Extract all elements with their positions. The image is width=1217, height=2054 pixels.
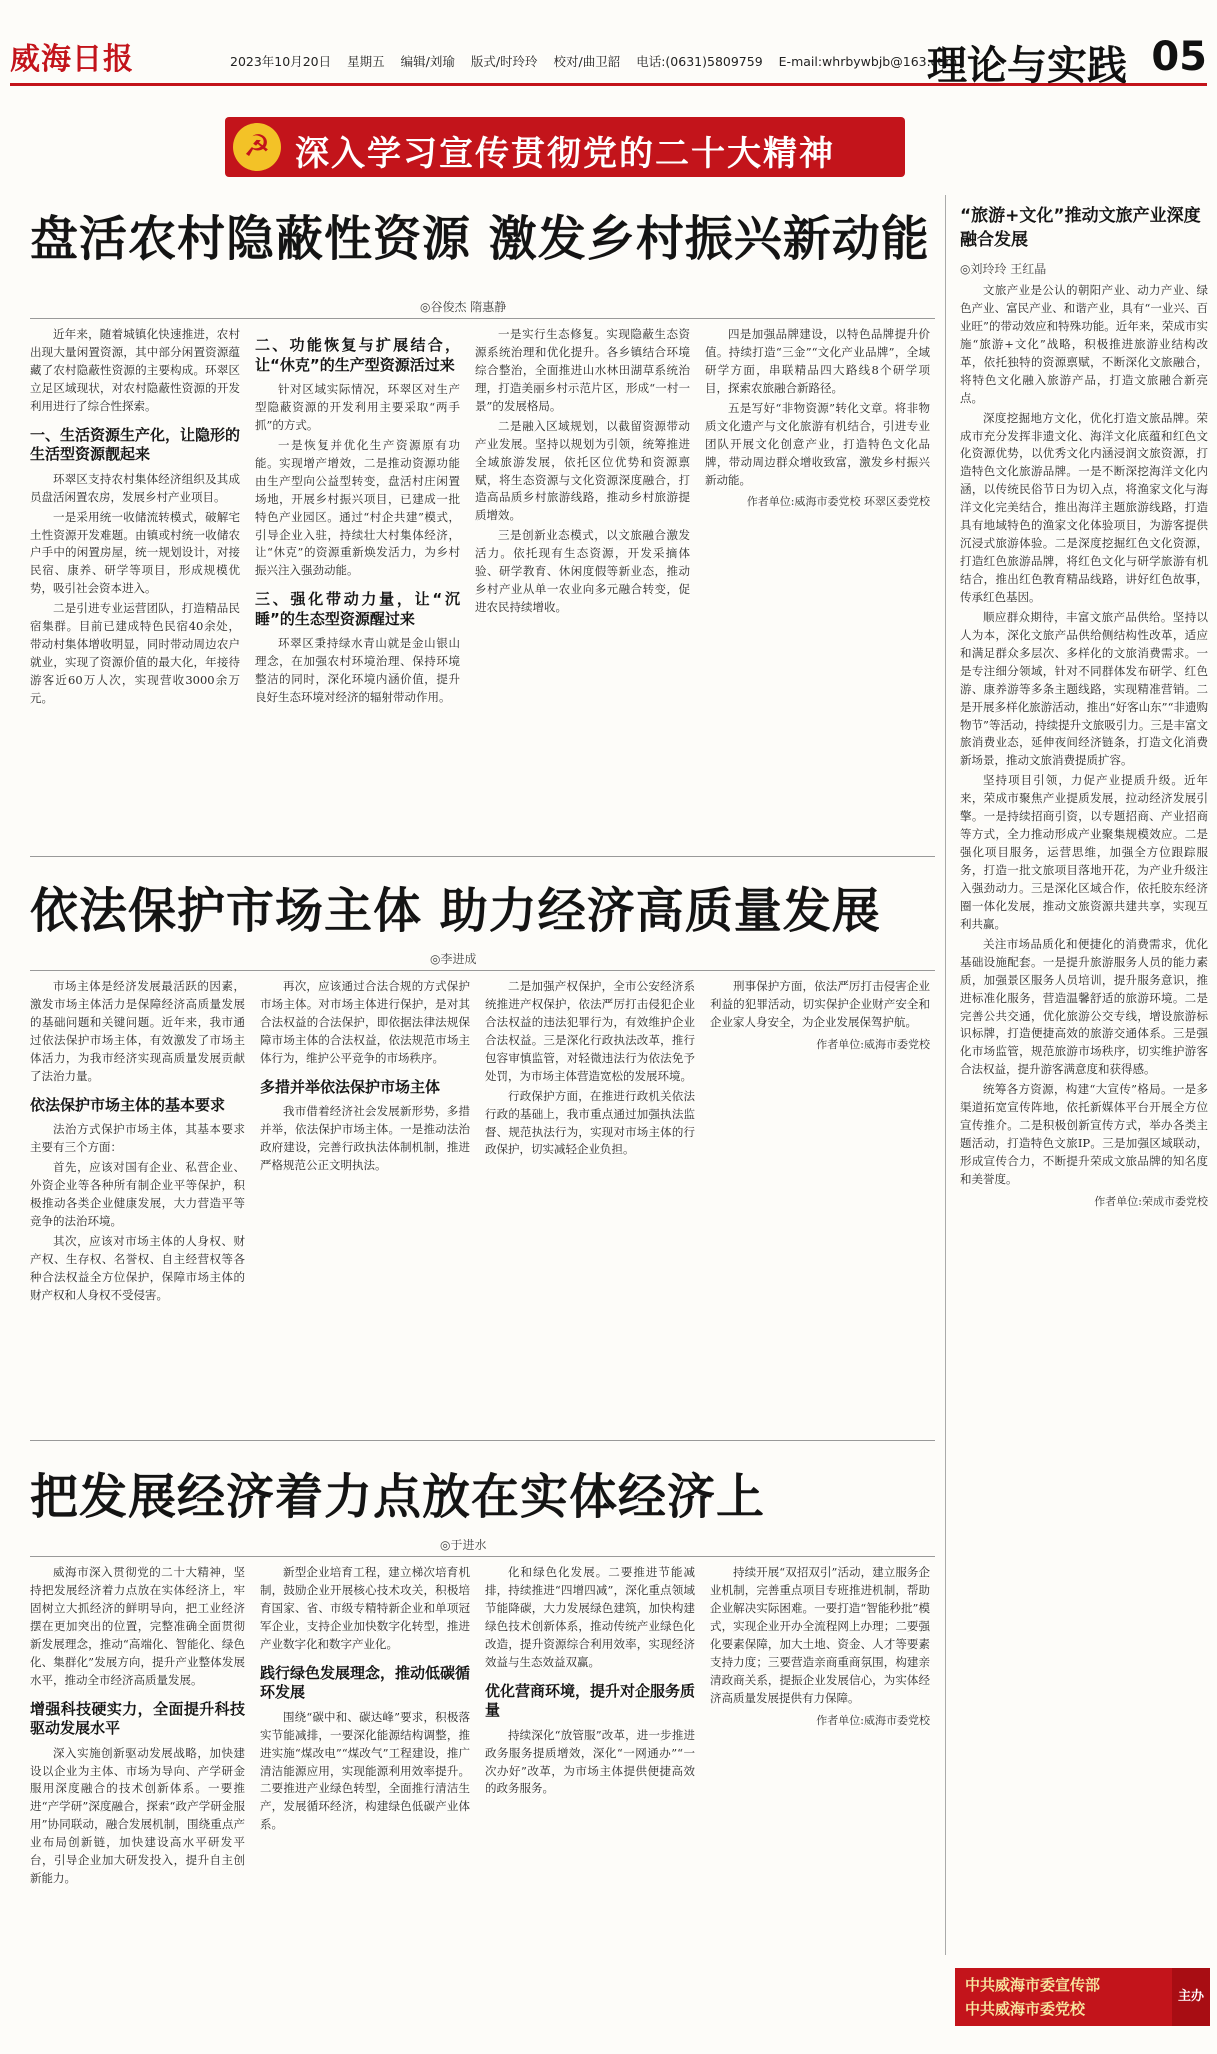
- paragraph: 行政保护方面，在推进行政机关依法行政的基础上，我市重点通过加强执法监督、规范执法行为，实现对市场主体的行政保护，切实减轻企业负担。: [485, 1088, 695, 1157]
- article2-title: 依法保护市场主体 助力经济高质量发展: [30, 883, 881, 939]
- paragraph: 环翠区支持农村集体经济组织及其成员盘活闲置农房，发展乡村产业项目。: [30, 471, 240, 504]
- subheading: 二、功能恢复与扩展结合，让“休克”的生产型资源活过来: [255, 336, 460, 374]
- paragraph: 一是恢复并优化生产资源原有功能。实现增产增效，二是推动资源功能由生产型向公益型转变，盘活村庄闲置场地，开展乡村振兴项目，已建成一批特色产业园区。通过“村企共建”模式，引导企业入驻，持续壮大村集体经济，让“休克”的资源重新焕发活力，为乡村振兴注入强劲动能。: [255, 437, 460, 578]
- article3-title: 把发展经济着力点放在实体经济上: [30, 1469, 766, 1525]
- paragraph: 统筹各方资源，构建“大宣传”格局。一是多渠道拓宽宣传阵地，依托新媒体平台开展全方位宣传推介。二是积极创新宣传方式，举办各类主题活动，打造特色文旅IP。三是加强区域联动，形成宣传合力，不断提升荣成文旅品牌的知名度和美誉度。: [960, 1082, 1208, 1186]
- paragraph: 再次，应该通过合法合规的方式保护市场主体。对市场主体进行保护，是对其合法权益的合法保护，即依据法律法规保障市场主体的合法权益，依法规范市场主体行为，维护公平竞争的市场秩序。: [260, 979, 470, 1065]
- article3-column-1: [30, 1564, 245, 2034]
- article2-column-2: [260, 978, 470, 1428]
- subheading: 三、强化带动力量，让“沉睡”的生态型资源醒过来: [255, 590, 460, 628]
- divider: [30, 1440, 935, 1441]
- paragraph: 持续深化“放管服”改革，进一步推进政务服务提质增效，深化“一网通办”“一次办好”改革，为市场主体提供便捷高效的政务服务。: [485, 1727, 695, 1796]
- paragraph: 顺应群众期待，丰富文旅产品供给。坚持以人为本，深化文旅产品供给侧结构性改革，适应和满足群众多层次、多样化的文旅消费需求。一是专注细分领域，针对不同群体发布研学、红色游、康养游等多条主题线路，实现精准营销。二是开展多样化旅游活动，推出“好客山东”“非遗购物节”等活动，持续提升文旅吸引力。三是丰富文旅消费业态，延伸夜间经济链条，打造文化消费新场景，推动文旅消费提质扩容。: [960, 609, 1208, 768]
- subheading: 优化营商环境，提升对企服务质量: [485, 1681, 695, 1720]
- issue-date: 2023年10月20日: [230, 54, 332, 69]
- divider: [30, 318, 935, 319]
- divider: [30, 970, 935, 971]
- paragraph: 深入实施创新驱动发展战略，加快建设以企业为主体、市场为导向、产学研金服用深度融合的技术创新体系。一要推进“产学研”深度融合，探索“政产学研金服用”协同联动，融合发展机制，围绕重点产业布局创新链，加快建设高水平研发平台，引导企业加大研发投入，提升自主创新能力。: [30, 1745, 245, 1886]
- paragraph: 四是加强品牌建设，以特色品牌提升价值。持续打造“三金”“文化产业品牌”，全域研学方面，串联精品四大路线8个研学项目，探索农旅融合新路径。: [705, 327, 930, 395]
- divider: [30, 856, 935, 857]
- issue-meta: [230, 52, 969, 70]
- paragraph: 针对区域实际情况，环翠区对生产型隐蔽资源的开发利用主要采取“两手抓”的方式。: [255, 382, 460, 432]
- paragraph: 我市借着经济社会发展新形势，多措并举，依法保护市场主体。一是推动法治政府建设，完善行政执法体制机制，推进严格规范公正文明执法。: [260, 1104, 470, 1172]
- article3-byline: ◎于进水: [440, 1538, 487, 1552]
- article2-column-4: [710, 978, 930, 1428]
- contact-phone: 电话:(0631)5809759: [636, 54, 763, 69]
- paragraph: 市场主体是经济发展最活跃的因素，激发市场主体活力是保障经济高质量发展的基础问题和关键问题。近年来，我市通过依法保护市场主体，有效激发了市场主体活力，为我市经济实现高质量发展贡献了法治力量。: [30, 979, 245, 1083]
- layout-credit: 版式/时玲玲: [470, 54, 538, 69]
- theme-banner: [225, 117, 905, 177]
- sponsor-line-2: 中共威海市委党校: [965, 2000, 1086, 2018]
- newspaper-logo: 威海日报: [10, 42, 134, 77]
- host-label: 主办: [1172, 1968, 1210, 2026]
- paragraph: 坚持项目引领，力促产业提质升级。近年来，荣成市聚焦产业提质发展，拉动经济发展引擎。一是持续招商引资，以专题招商、产业招商等方式，全力推动形成产业聚集规模效应。二是强化项目服务，运营思维，加强全方位跟踪服务，打造一批文旅项目落地开花，为产业升级注入强劲动力。三是深化区域合作，依托胶东经济圈一体化发展，推动文旅资源共建共享，实现互利共赢。: [960, 773, 1208, 931]
- article1-title: 盘活农村隐蔽性资源 激发乡村振兴新动能: [30, 211, 930, 267]
- section-title: 理论与实践: [927, 43, 1127, 89]
- paragraph: 深度挖掘地方文化，优化打造文旅品牌。荣成市充分发挥非遗文化、海洋文化底蕴和红色文化资源优势，以优秀文化内涵浸润文旅资源，打造特色文化旅游品牌。一是不断深挖海洋文化内涵，以传统民俗节日为切入点，将渔家文化与海洋文化完美结合，推出海洋主题旅游线路，打造具有地域特色的渔家文化体验项目，为游客提供沉浸式旅游体验。二是深度挖掘红色文化资源，打造红色旅游品牌，将红色文化与研学旅游有机结合，推出红色教育精品线路，讲好红色故事，传承红色基因。: [960, 410, 1208, 604]
- paragraph: 围绕“碳中和、碳达峰”要求，积极落实节能减排，一要深化能源结构调整，推进实施“煤改电”“煤改气”工程建设，推广清洁能源应用，实现能源利用效率提升。二要推进产业绿色转型，全面推行清洁生产，发展循环经济，构建绿色低碳产业体系。: [260, 1709, 470, 1832]
- proof-credit: 校对/曲卫韶: [553, 54, 621, 69]
- paragraph: 威海市深入贯彻党的二十大精神，坚持把发展经济着力点放在实体经济上，牢固树立大抓经济的鲜明导向，把工业经济摆在更加突出的位置，完整准确全面贯彻新发展理念，推动“高端化、智能化、绿色化、集群化”发展方向，提升产业整体发展水平，推动全市经济高质量发展。: [30, 1565, 245, 1687]
- paragraph: 首先，应该对国有企业、私营企业、外资企业等各种所有制企业平等保护，积极推动各类企业健康发展，大力营造平等竞争的法治环境。: [30, 1160, 245, 1228]
- article3-column-2: [260, 1564, 470, 2034]
- paragraph: 五是写好“非物资源”转化文章。将非物质文化遗产与文化旅游有机结合，引进专业团队开展文化创意产业，打造特色文化品牌，带动周边群众增收致富，激发乡村振兴新动能。: [705, 400, 930, 487]
- paragraph: 一是实行生态修复。实现隐蔽生态资源系统治理和优化提升。各乡镇结合环境综合整治，全面推进山水林田湖草系统治理，打造美丽乡村示范片区，形成“一村一景”的发展格局。: [475, 327, 690, 413]
- editor-credit: 编辑/刘瑜: [400, 54, 455, 69]
- paragraph: 文旅产业是公认的朝阳产业、动力产业、绿色产业、富民产业、和谐产业，具有“一业兴、百业旺”的带动效应和特殊功能。近年来，荣成市实施“旅游+文化”战略，积极推进旅游业结构改革，依托独特的资源禀赋，不断深化文旅融合，将特色文化融入旅游产品，打造文旅融合新亮点。: [960, 283, 1208, 405]
- paragraph: 其次，应该对市场主体的人身权、财产权、生存权、名誉权、自主经营权等各种合法权益全方位保护，保障市场主体的财产权和人身权不受侵害。: [30, 1233, 245, 1302]
- party-emblem-icon: ☭: [233, 123, 281, 171]
- paragraph: 刑事保护方面，依法严厉打击侵害企业利益的犯罪活动，切实保护企业财产安全和企业家人身安全，为企业发展保驾护航。: [710, 979, 930, 1029]
- paragraph: 环翠区秉持绿水青山就是金山银山理念，在加强农村环境治理、保持环境整洁的同时，深化环境内涵价值，提升良好生态环境对经济的辐射带动作用。: [255, 636, 460, 705]
- banner-text: 深入学习宣传贯彻党的二十大精神: [295, 134, 835, 174]
- paragraph: 近年来，随着城镇化快速推进，农村出现大量闲置资源，其中部分闲置资源蕴藏了农村隐蔽性资源的主要构成。环翠区立足区域现状，对农村隐蔽性资源的开发利用进行了综合性探索。: [30, 327, 240, 413]
- sidebar-title: “旅游+文化”推动文旅产业深度融合发展: [960, 206, 1201, 250]
- article1-column-3: [475, 326, 690, 846]
- article1-column-2: [255, 326, 460, 846]
- article2-byline: ◎李进成: [430, 952, 477, 966]
- subheading: 增强科技硬实力，全面提升科技驱动发展水平: [30, 1699, 245, 1738]
- sponsor-line-1: 中共威海市委宣传部: [965, 1976, 1101, 1994]
- masthead: [10, 34, 1207, 89]
- subheading: 践行绿色发展理念，推动低碳循环发展: [260, 1663, 470, 1702]
- article3-column-3: [485, 1564, 695, 2034]
- paragraph: 二是引进专业运营团队，打造精品民宿集群。目前已建成特色民宿40余处，带动村集体增收明显，同时带动周边农户就业，实现了资源价值的最大化，年接待游客近60万人次，实现营收3000余万元。: [30, 601, 240, 705]
- author-affiliation: 作者单位:荣成市委党校: [1094, 1194, 1208, 1208]
- paragraph: 二是加强产权保护，全市公安经济系统推进产权保护，依法严厉打击侵犯企业合法权益的违法犯罪行为，有效维护企业合法权益。三是深化行政执法改革，推行包容审慎监管，对轻微违法行为依法免予处罚，为市场主体营造宽松的发展环境。: [485, 979, 695, 1083]
- sidebar-byline: ◎刘玲玲 王红晶: [960, 262, 1047, 276]
- paragraph: 二是融入区域规划，以截留资源带动产业发展。坚持以规划为引领，统筹推进全域旅游发展，依托区位优势和资源禀赋，将生态资源与文化资源深度融合，打造高品质乡村旅游线路，推动乡村旅游提质增效。: [475, 418, 690, 523]
- article1-byline: ◎谷俊杰 隋惠静: [420, 300, 507, 314]
- subheading: 多措并举依法保护市场主体: [260, 1077, 441, 1096]
- sponsor-box: [955, 1968, 1210, 2026]
- paragraph: 一是采用统一收储流转模式，破解宅土性资源开发难题。由镇或村统一收储农户手中的闲置房屋，统一规划设计，对接民宿、康养、研学等项目，形成规模优势，吸引社会资本进入。: [30, 509, 240, 596]
- page-number: 05: [1151, 34, 1207, 80]
- article3-column-4: [710, 1564, 930, 2034]
- divider: [30, 1556, 935, 1557]
- paragraph: 关注市场品质化和便捷化的消费需求，优化基础设施配套。一是提升旅游服务人员的能力素质，加强景区服务人员培训，提升服务意识，推进标准化服务，营造温馨舒适的旅游环境。二是完善公共交通，优化旅游公交专线，增设旅游标识标牌，打造便捷高效的旅游交通体系。三是强化市场监管，规范旅游市场秩序，切实维护游客合法权益，提升游客满意度和获得感。: [960, 936, 1208, 1077]
- paragraph: 化和绿色化发展。二要推进节能减排，持续推进“四增四减”，深化重点领域节能降碳，大力发展绿色建筑，加快构建绿色技术创新体系，推动传统产业绿色化改造，提升资源综合利用效率，实现经济效益与生态效益双赢。: [485, 1565, 695, 1669]
- issue-weekday: 星期五: [347, 54, 385, 69]
- article1-column-1: [30, 326, 240, 846]
- column-divider: [945, 195, 946, 1955]
- article2-column-3: [485, 978, 695, 1428]
- paragraph: 新型企业培育工程，建立梯次培育机制，鼓励企业开展核心技术攻关，积极培育国家、省、市级专精特新企业和单项冠军企业，支持企业加快数字化转型，推进产业数字化和数字产业化。: [260, 1565, 470, 1651]
- article2-column-1: [30, 978, 245, 1428]
- author-affiliation: 作者单位:威海市委党校 环翠区委党校: [746, 495, 930, 509]
- author-affiliation: 作者单位:威海市委党校: [816, 1037, 930, 1051]
- paragraph: 持续开展“双招双引”活动，建立服务企业机制，完善重点项目专班推进机制，帮助企业解决实际困难。一要打造“智能秒批”模式，实现企业开办全流程网上办理；二要强化要素保障，加大土地、资金、人才等要素支持力度；三要营造亲商重商氛围，构建亲清政商关系，提振企业发展信心，为实体经济高质量发展提供有力保障。: [710, 1565, 930, 1705]
- paragraph: 三是创新业态模式，以文旅融合激发活力。依托现有生态资源，开发采摘体验、研学教育、休闲度假等新业态，推动乡村产业从单一农业向多元融合转变，促进农民持续增收。: [475, 528, 690, 615]
- contact-email[interactable]: E-mail:whrbywbjb@163.com: [778, 54, 958, 69]
- sidebar-body: [960, 282, 1208, 1952]
- article1-column-4: [705, 326, 930, 846]
- subheading: 一、生活资源生产化，让隐形的生活型资源靓起来: [30, 425, 240, 464]
- author-affiliation: 作者单位:威海市委党校: [816, 1713, 930, 1727]
- subheading: 依法保护市场主体的基本要求: [30, 1095, 226, 1114]
- paragraph: 法治方式保护市场主体，其基本要求主要有三个方面：: [30, 1122, 245, 1155]
